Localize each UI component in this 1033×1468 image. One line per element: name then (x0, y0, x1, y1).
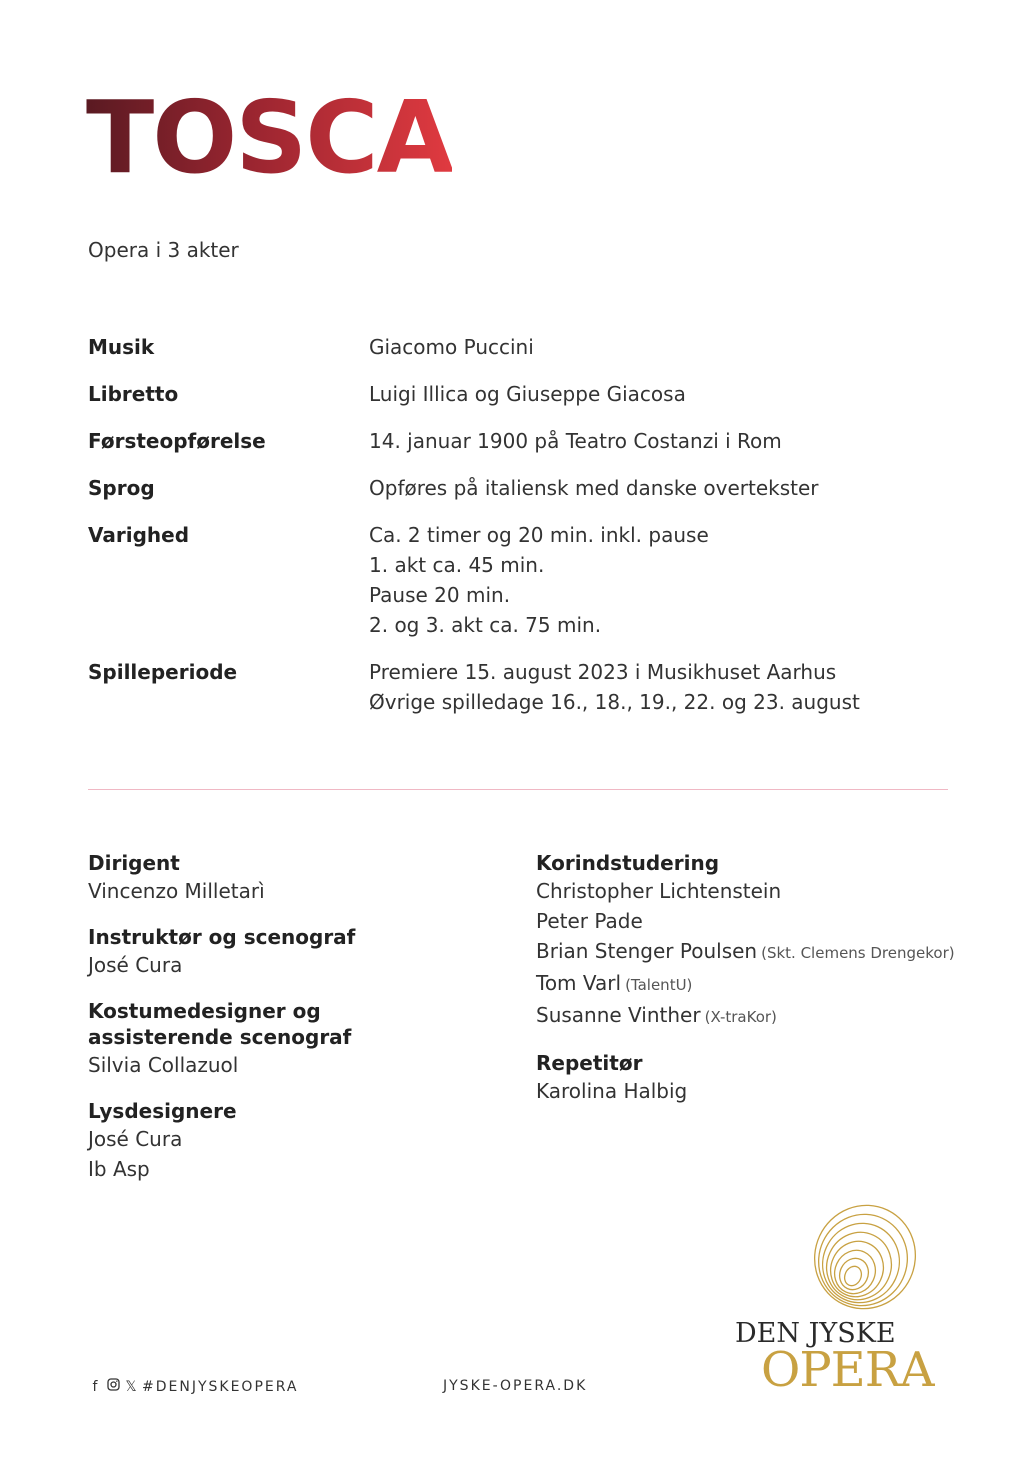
credit-role: Repetitør (536, 1051, 643, 1075)
credit-person (88, 1050, 508, 1080)
fact-value-line: Ca. 2 timer og 20 min. inkl. pause (369, 523, 709, 547)
credit-role: Instruktør og scenograf (88, 925, 356, 949)
instagram-icon[interactable] (106, 1378, 120, 1395)
credit-role: Dirigent (88, 851, 180, 875)
logo-text-line1: DEN JYSKE (735, 1318, 896, 1349)
fact-label: Sprog (88, 476, 155, 500)
fact-value-line: Premiere 15. august 2023 i Musikhuset Aarhus (369, 660, 837, 684)
credit-person (88, 876, 508, 906)
credit-person (88, 1124, 508, 1154)
credit-person (88, 950, 508, 980)
fact-row (88, 520, 948, 640)
credits-left-column (88, 850, 508, 1202)
fact-row (88, 657, 948, 717)
facebook-icon[interactable]: f (92, 1378, 98, 1395)
fact-value (369, 426, 782, 456)
fact-value-line: 14. januar 1900 på Teatro Costanzi i Rom (369, 429, 782, 453)
fact-label: Musik (88, 335, 155, 359)
fact-value-line: 1. akt ca. 45 min. (369, 553, 545, 577)
fact-row (88, 379, 948, 409)
person-name: Karolina Halbig (536, 1079, 688, 1103)
credit-person (536, 1076, 956, 1106)
credit-person (536, 876, 956, 906)
credit-group (536, 1050, 956, 1106)
person-name: Silvia Collazuol (88, 1053, 239, 1077)
den-jyske-opera-logo (735, 1200, 950, 1400)
fact-value-line: Giacomo Puccini (369, 335, 534, 359)
person-name: José Cura (88, 953, 183, 977)
credit-group (88, 850, 508, 906)
fact-label: Varighed (88, 523, 190, 547)
credit-group (88, 1098, 508, 1184)
page-title: TOSCA (86, 79, 453, 196)
fact-value-line: Opføres på italiensk med danske overtekster (369, 476, 819, 500)
credit-group (536, 850, 956, 1032)
fact-label: Spilleperiode (88, 660, 238, 684)
person-name: Tom Varl (536, 971, 622, 995)
fact-value (369, 473, 819, 503)
fact-value (369, 520, 709, 640)
person-affiliation: (TalentU) (625, 976, 693, 994)
fact-value (369, 332, 534, 362)
credit-person (536, 936, 956, 968)
person-name: Brian Stenger Poulsen (536, 939, 758, 963)
person-name: Christopher Lichtenstein (536, 879, 782, 903)
divider (88, 789, 948, 790)
person-name: Peter Pade (536, 909, 643, 933)
credit-person (88, 1154, 508, 1184)
fact-value (369, 657, 860, 717)
credit-role: Kostumedesigner og assisterende scenograf (88, 999, 352, 1049)
fact-row (88, 332, 948, 362)
fact-value-line: Øvrige spilledage 16., 18., 19., 22. og 23. august (369, 690, 860, 714)
fact-value-line: Luigi Illica og Giuseppe Giacosa (369, 382, 686, 406)
credits-right-column (536, 850, 956, 1124)
facts-table (88, 332, 948, 734)
person-name: Vincenzo Milletarì (88, 879, 265, 903)
logo-rings-icon (810, 1200, 920, 1315)
credit-role: Lysdesignere (88, 1099, 237, 1123)
fact-value-line: Pause 20 min. (369, 583, 511, 607)
logo-text-line2: OPERA (761, 1342, 934, 1398)
fact-label: Libretto (88, 382, 179, 406)
person-name: Ib Asp (88, 1157, 150, 1181)
fact-value (369, 379, 686, 409)
fact-value-line: 2. og 3. akt ca. 75 min. (369, 613, 602, 637)
fact-label: Førsteopførelse (88, 429, 266, 453)
fact-row (88, 426, 948, 456)
footer-social (88, 1378, 298, 1395)
person-name: José Cura (88, 1127, 183, 1151)
fact-row (88, 473, 948, 503)
hashtag: #DENJYSKEOPERA (142, 1378, 299, 1395)
person-name: Susanne Vinther (536, 1003, 701, 1027)
person-affiliation: (Skt. Clemens Drengekor) (761, 944, 955, 962)
credit-person (536, 968, 956, 1000)
website-url[interactable]: JYSKE-OPERA.DK (443, 1378, 588, 1394)
credit-group (88, 924, 508, 980)
credit-group (88, 998, 508, 1080)
x-icon[interactable]: 𝕏 (125, 1378, 137, 1395)
credit-person (536, 1000, 956, 1032)
credit-role: Korindstudering (536, 851, 720, 875)
credit-person (536, 906, 956, 936)
subtitle: Opera i 3 akter (88, 238, 239, 262)
person-affiliation: (X-traKor) (704, 1008, 777, 1026)
